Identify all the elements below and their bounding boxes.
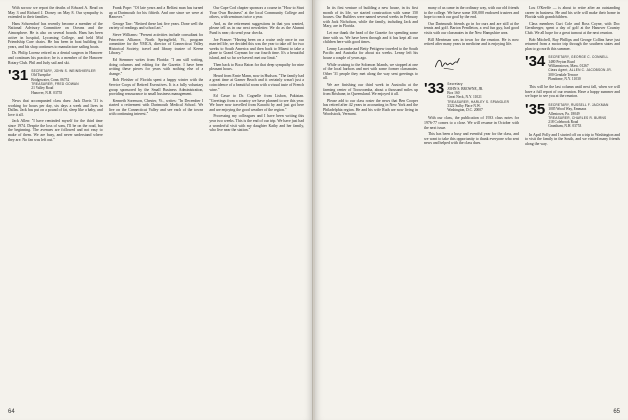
- page-number: 64: [8, 409, 15, 415]
- paragraph: In its first venture of building a new house, in its first month of its life, we started construction with some 150 houses. Our Builders were named several weeks in February with Jack Nicholson, while the family, including Jack and Mary, are in Florida.: [323, 6, 418, 29]
- paragraph: In April Polly and I started off on a trip to Washington and to visit the family in the South, and we visited many friends along the way.: [525, 132, 620, 146]
- paragraph: Let me thank the head of the Gazette for spending some time with us. We have been through and it has kept all our children here with good times.: [323, 30, 418, 45]
- left-column-3: [209, 6, 304, 402]
- paragraph: This will be the last column until next fall, when we will have a full report of our reunion. Have a happy summer and we hope to see you at the reunion.: [525, 85, 620, 99]
- left-column-2: [109, 6, 204, 402]
- paragraph: With our class, the publication of 1933 class notes for 1976-77 comes to a close. We will resume in October with the next issue.: [424, 116, 519, 130]
- paragraph: Our Cape Cod chapter sponsors a course in "How to Start Your Own Business" at the local Community College and others, with seminars twice a year.: [209, 6, 305, 20]
- paragraph: News that accompanied class dues: Jack Davis '31 is working for hours per day, six days a week and lives in Dallas. Jack has put on a pound of fat, sleep like a baby, and love it all.: [8, 98, 103, 117]
- left-column-1: [8, 6, 103, 402]
- class-heading-33: [424, 82, 519, 112]
- paragraph: Jack Allen: "I have reminded myself for the third time since 1974. Despite the loss of sons, I'll be on the road, but the beginning. The avenues are followed and not easy to make of them. We are busy, and never understand where they are. No fan was left out.": [8, 119, 103, 142]
- class-contact: SECRETARY, RUSSELL F. JACKMAN 1005 Wood Way, Emmaus Allentown, Pa. 18049 TREASURER, CHARLES R. BURNS 218 Colebrook Road Grantham, N.H. 03753: [548, 102, 609, 129]
- paragraph: Lenny Lacombe and Betty Pettigrew traveled to the South Pacific and Australia for about six weeks. Lenny left his house a couple of years ago.: [323, 46, 418, 60]
- class-year: '33: [424, 80, 445, 98]
- paragraph: Dr. Philip Lorenz retired as a dental surgeon in Hanover and continues his practice; he is a member of the Hanover Rotary Club. Phil and Judy sail and ski.: [8, 51, 103, 65]
- right-column-3: [525, 6, 620, 402]
- left-page: [0, 0, 313, 420]
- paragraph: While cruising to the Solomon Islands, we stopped at one of the local harbors and met with some former classmates. Other '31 people they met along the way sent greetings to all.: [323, 62, 418, 81]
- class-contact: SECRETARY, GEORGE C. CONNELL 1480 Peyton Road Williamstown, Mass. 01267 Class Agent, ALLEN C. JACOBSON JR. 300 Gendale Terrace Plandome, N.Y. 11030: [548, 55, 612, 81]
- paragraph: Processing my colleagues and I have been writing this year two weeks. This is the end of our trip. We have just had a wonderful visit with my daughter Kathy and her family, who live near the station.": [209, 114, 305, 133]
- paragraph: And, as the retirement suggestions in that you wanted, please tell us in our next newsletter. We do as the Alumni Fund is near; do send your checks.: [209, 21, 305, 35]
- paragraph: Class members Curt Cole and Ross Coyne, with Doc Gerstberger, spent a day of golf at the Hanover Country Club. We all hope for a great turnout at the next reunion.: [525, 21, 620, 35]
- paragraph: Bob Fleisher of Florida spent a happy winter with the Service Corps of Retired Executives. It is a fully voluntary group sponsored by the Small Business Administration, providing reassurance to small business management.: [108, 78, 204, 97]
- class-year: '35: [525, 100, 546, 118]
- paragraph: Our Dartmouth friends go in for ours and are still at the tennis and golf. Barton Pendleton, a real fun guy, had good visits with our classmates in the New Hampshire area.: [424, 21, 519, 35]
- paragraph: Hans Schoendorf has recently become a member of the National Advisory Committee on Oceans and the Atmosphere. He is also on several boards. Hans has been active in hospital, Lycoming College, and held Mid Friendship Care chairs. He has been in boat building for years, and his shop continues to manufacture sailing boats.: [8, 21, 103, 49]
- right-column-2: [424, 6, 519, 402]
- class-heading-34: [525, 55, 620, 81]
- class-year: '31: [8, 67, 29, 85]
- class-year: '34: [525, 53, 546, 71]
- paragraph: Steve Williams: "Present activities include consultant for Princeton Alliance, North Springfield, Vt., program committee for the YMCA, director of Connecticut Valley Historical Society; travel and library trustee of Keene Library.": [108, 32, 204, 56]
- paragraph: This has been a busy and eventful year for the class, and we want to take this opportunity to thank everyone who sent news and helped with the class dues.: [424, 132, 519, 146]
- right-page: [315, 0, 628, 420]
- paragraph: Ed Stemmer writes from Florida: "I am still writing, doing columns and editing for the Gazette. I have been writing these pieces for years with nothing else of a change.": [108, 57, 204, 76]
- class-heading-31: [8, 69, 103, 95]
- paragraph: many of us came in the ordinary way, with our old friends to the college. We have some 100,000 endowed trustees and hope to reach our goal by the end.: [424, 6, 519, 20]
- paragraph: Heard from Ernie Mann, now in Hudson. "The family had a great time at Garner Beach and it certainly wasn't just a coincidence of a beautiful room with a visual taste of French wine.": [209, 73, 305, 92]
- paragraph: Bill Merriman was in town for the reunion. He is now retired after many years in medicine and is enjoying life.: [424, 37, 519, 47]
- paragraph: With sorrow we report the deaths of Edward A. Read on May 3 and Richard J. Dorsey on May 8. Our sympathy is extended to their families.: [8, 6, 103, 20]
- paragraph: Frank Pope: "Of late years and a Belfast man has turned up at Dartmouth for his fiftieth. And one since we were at Hanover.": [108, 6, 204, 20]
- paragraph: George Tarr: "Retired these last five years. Done well the variety of readings and school art.": [108, 21, 204, 31]
- paragraph: Kenneth Sorenson, Chester, Vt., writes: "In December I started a retirement with Dartmouth Medical School. We live on the Connecticut Valley and see each of the towns with continuing interest.": [108, 98, 204, 117]
- paragraph: Then back to Boca Raton for that deep sympathy for nine pleasant hours.: [209, 62, 305, 72]
- class-contact: SECRETARY, JOHN S. WEINSHIERLER Old Turnpike Bridgewater, Conn. 06752 TREASURER, FRED GOWAN 21 Valley Road Hanover, N.H. 03755: [31, 69, 96, 95]
- paragraph: Joe Franze: "Having been on a cruise only once in our married life, we decided this was the year to take off for two weeks to South America and then back to Miami to take a plane to Grand Cayman for our fourth time. It's a beautiful island, and so far we haven't met our limit.": [209, 37, 305, 60]
- paragraph: Bob Mitchell, Ray Phillips and George Collins have just returned from a motor trip through the southern states and plan to go north this summer.: [525, 37, 620, 51]
- handwritten-signature: [434, 55, 462, 73]
- paragraph: Please add to our class roster the news that Ben Cooper has retired after 42 years in accounting in New York and the Philadelphia region. He and his wife Ruth are now living in Woodstock, Vermont.: [323, 98, 418, 117]
- right-column-1: [323, 6, 418, 402]
- paragraph: We are finishing our third week in Australia at the farming center of Toowoomba, about a thousand miles up from Brisbane, in Queensland. We enjoyed it all.: [323, 82, 418, 97]
- class-heading-35: [525, 100, 620, 129]
- paragraph: Ed Casse to Dr. Cognelle from Lisbon, Pakistan. "Greetings from a country we have planned to see this year. We have now travelled from Karachi by and just got here and are enjoying the good weather of the region.": [209, 94, 305, 112]
- page-number: 65: [613, 409, 620, 415]
- paragraph: Lou O'Keeffe — is about to retire after an outstanding career in business. He and his wife will make their home in Florida with grandchildren.: [525, 6, 620, 20]
- class-contact: Secretary JOHN S. BROWNE, JR. Box 160 Great Neck, N.Y. 11021 TREASURER, HARLEY S. SPANGLER 3322 Sulby Place N.W. Washington, D.C. 20007: [447, 82, 510, 113]
